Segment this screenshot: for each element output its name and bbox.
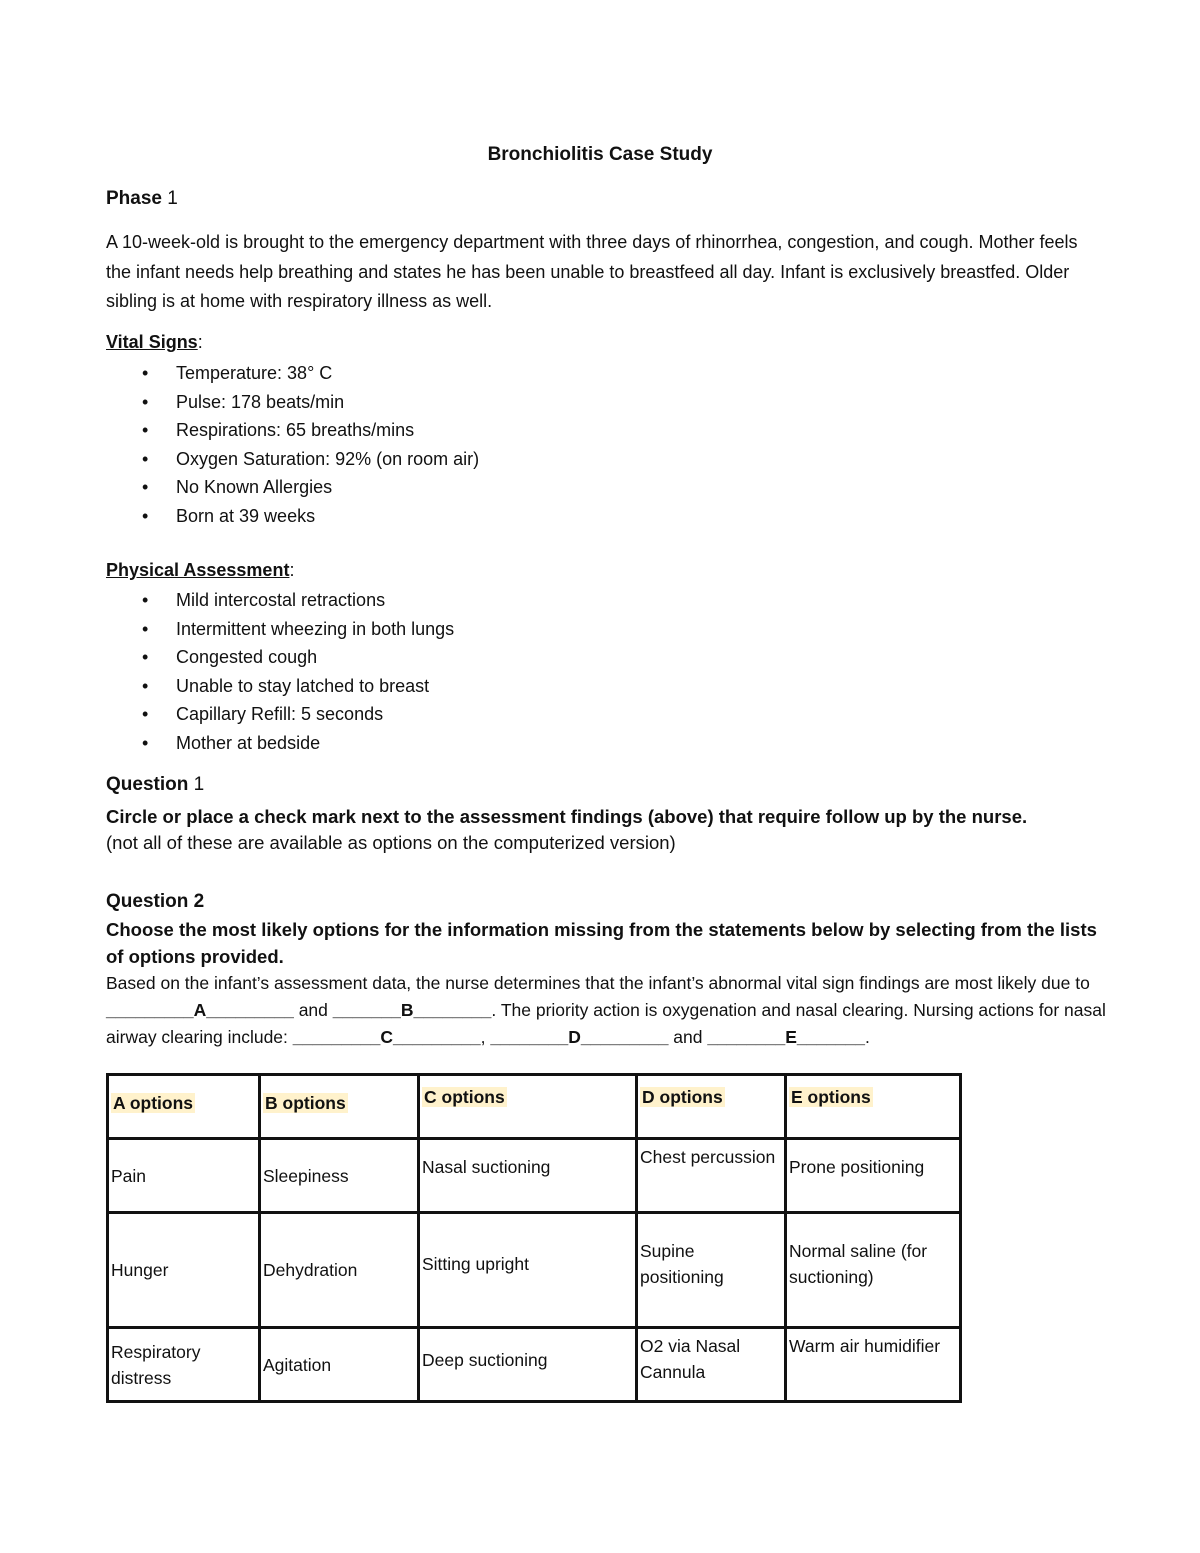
bullet-icon: • <box>142 477 149 497</box>
physical-assessment-colon: : <box>289 560 295 580</box>
bullet-icon: • <box>142 647 149 667</box>
table-cell: Dehydration <box>260 1213 419 1328</box>
table-cell: Normal saline (for suctioning) <box>786 1213 961 1328</box>
question-2-statement: Based on the infant’s assessment data, the nurse determines that the infant’s abnormal vital sign findings are most likely due to _________A_________ and _______B________. The priority action is oxygenation and nasal clearing. Nursing actions for nasal airway clearing include: _________C_________, ________D_________ and ________E_______. <box>106 973 1106 1047</box>
blank-c: _________C_________ <box>292 1027 481 1047</box>
blank-d: ________D_________ <box>490 1027 669 1047</box>
physical-assessment-list <box>106 586 454 757</box>
header-cell-c: C options <box>419 1075 637 1139</box>
physical-assessment-label: Physical Assessment <box>106 560 290 580</box>
table-cell: Deep suctioning <box>419 1328 637 1402</box>
table-row <box>108 1213 961 1328</box>
table-cell: Nasal suctioning <box>419 1139 637 1213</box>
table-header-row <box>108 1075 961 1139</box>
table-row <box>108 1328 961 1402</box>
list-item: • Intermittent wheezing in both lungs <box>106 615 454 644</box>
bullet-icon: • <box>142 732 149 753</box>
bullet-icon: • <box>142 704 149 724</box>
list-item: • Oxygen Saturation: 92% (on room air) <box>106 445 479 474</box>
bullet-icon: • <box>142 675 149 696</box>
bullet-icon: • <box>142 448 149 469</box>
vital-signs-heading <box>106 332 203 353</box>
blank-e: ________E_______ <box>707 1027 866 1047</box>
list-item: • Mild intercostal retractions <box>106 586 454 615</box>
bullet-icon: • <box>142 618 149 639</box>
blank-a: _________A_________ <box>106 1000 294 1020</box>
phase-label: Phase <box>106 188 162 209</box>
options-table <box>106 1073 962 1403</box>
phase-heading <box>106 188 178 210</box>
table-row <box>108 1139 961 1213</box>
table-cell: Warm air humidifier <box>786 1328 961 1402</box>
bullet-icon: • <box>142 363 149 383</box>
bullet-icon: • <box>142 391 149 412</box>
table-cell: Pain <box>108 1139 260 1213</box>
list-item: • Mother at bedside <box>106 729 454 758</box>
bullet-icon: • <box>142 420 149 440</box>
table-cell: Hunger <box>108 1213 260 1328</box>
question-2-instruction: Choose the most likely options for the information missing from the statements below by selecting from the lists of options provided. <box>106 919 1097 967</box>
document-title: Bronchiolitis Case Study <box>487 144 713 165</box>
header-cell-a: A options <box>108 1075 260 1139</box>
table-cell: Prone positioning <box>786 1139 961 1213</box>
vital-signs-colon: : <box>197 332 203 352</box>
list-item: • Pulse: 178 beats/min <box>106 388 479 417</box>
blank-b: _______B________ <box>332 1000 492 1020</box>
bullet-icon: • <box>142 590 149 610</box>
physical-assessment-heading <box>106 560 294 581</box>
table-cell: O2 via Nasal Cannula <box>637 1328 786 1402</box>
header-cell-d: D options <box>637 1075 786 1139</box>
header-cell-e: E options <box>786 1075 961 1139</box>
question-1-instruction: Circle or place a check mark next to the assessment findings (above) that require follow up by the nurse. <box>106 806 1028 827</box>
table-cell: Sleepiness <box>260 1139 419 1213</box>
vital-signs-label: Vital Signs <box>106 332 198 352</box>
header-cell-b: B options <box>260 1075 419 1139</box>
phase-number: 1 <box>167 188 178 209</box>
list-item: • Unable to stay latched to breast <box>106 672 454 701</box>
table-cell: Supine positioning <box>637 1213 786 1328</box>
question-1-title: Question 1 <box>106 774 205 795</box>
list-item: • Respirations: 65 breaths/mins <box>106 416 479 445</box>
table-cell: Respiratory distress <box>108 1328 260 1402</box>
bullet-icon: • <box>142 505 149 526</box>
question-2-title: Question 2 <box>106 891 205 912</box>
question-1-note: (not all of these are available as options on the computerized version) <box>106 832 676 853</box>
list-item: • Born at 39 weeks <box>106 502 479 531</box>
vital-signs-list <box>106 359 479 530</box>
list-item: • Congested cough <box>106 643 454 672</box>
list-item: • Temperature: 38° C <box>106 359 479 388</box>
list-item: • No Known Allergies <box>106 473 479 502</box>
list-item: • Capillary Refill: 5 seconds <box>106 700 454 729</box>
case-intro: A 10-week-old is brought to the emergency department with three days of rhinorrhea, congestion, and cough. Mother feels the infant needs help breathing and states he has been unable to breastfeed all day. Infant is exclusively breastfed. Older sibling is at home with respiratory illness as well. <box>106 232 1078 311</box>
table-cell: Sitting upright <box>419 1213 637 1328</box>
table-cell: Chest percussion <box>637 1139 786 1213</box>
table-cell: Agitation <box>260 1328 419 1402</box>
